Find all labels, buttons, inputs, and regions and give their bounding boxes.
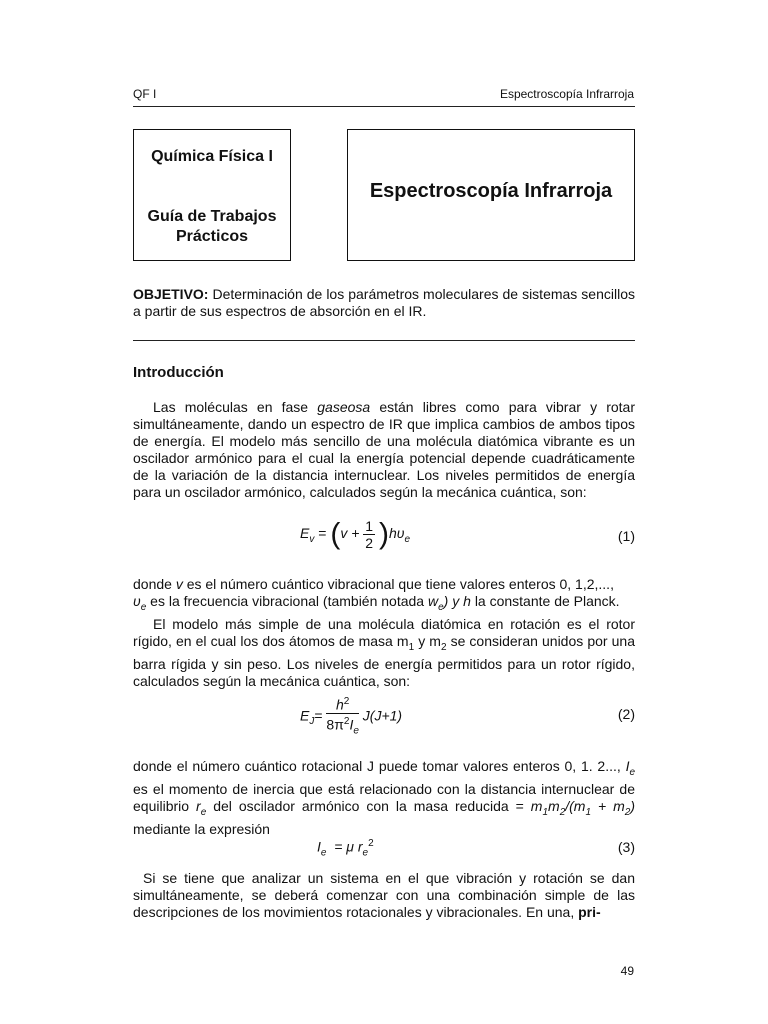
intro-paragraph-2: donde v es el número cuántico vibracional que tiene valores enteros 0, 1,2,..., $\upsilon_e$ es la frecuencia vibracional (también notada $w_e$) y h la constante de Planck. El modelo más simple de una molécula diatómica en rotación es el rotor rígido, en el cual los dos átomos de masa $m_1$ y $m_2$ se consideran unidos por una barra rígida y sin peso. Los niveles de energía permitidos para un rotor rígido, calculados según la mecánica cuántica, son:	[133, 576, 635, 689]
course-subtitle: Guía de Trabajos Prácticos	[147, 208, 277, 245]
equation-2: $E_J=$ $\frac{h^2}{8\pi^2I_e}$ J(J+1)	[300, 696, 403, 737]
header-right: Espectroscopía Infrarroja	[499, 87, 634, 101]
topic-title: Espectroscopía Infrarroja	[369, 180, 613, 202]
equation-1-number: (1)	[617, 528, 635, 544]
page-number: 49	[620, 964, 634, 978]
topic-box	[347, 129, 635, 261]
equation-3: $I_e = \mu$ $r_e^2$	[317, 838, 374, 859]
intro-paragraph-4: Si se tiene que analizar un sistema en el que vibración y rotación se dan simultáneamente, se deberá comenzar con una combinación simple de las descripciones de los movimientos rotacionales y vibracionales. En una, pri-	[133, 870, 635, 920]
intro-paragraph-1: Las moléculas en fase gaseosa están libres como para vibrar y rotar simultáneamente, dando un espectro de IR que implica cambios de ambos tipos de energía. El modelo más sencillo de una molécula diatómica vibrante es un oscilador armónico para el cual la energía potencial depende cuadráticamente de la variación de la distancia internuclear. Los niveles permitidos de energía para un oscilador armónico, calculados según la mecánica cuántica, son:	[133, 399, 636, 500]
header-left: QF I	[133, 87, 157, 101]
intro-paragraph-3: donde el número cuántico rotacional J puede tomar valores enteros 0, 1. 2..., $I_e$ es el momento de inercia que está relacionado con la distancia internuclear de equilibrio $r_e$ del oscilador armónico con la masa reducida = $m_1m_2/(m_1 + m_2)$ mediante la expresión	[133, 758, 636, 837]
objetivo-paragraph	[133, 286, 635, 320]
course-title: Química Física I	[151, 148, 273, 165]
section-title: Introducción	[133, 364, 224, 381]
course-box	[133, 129, 291, 261]
equation-1: $E_v = (v$ + $\frac{1}{2}$ )$h\upsilon_e$	[300, 517, 411, 551]
objetivo-label: OBJETIVO:	[133, 286, 209, 302]
equation-2-number: (2)	[617, 706, 635, 722]
header-rule	[133, 106, 635, 107]
objetivo-text: Determinación de los parámetros moleculares de sistemas sencillos a partir de sus espectros de absorción en el IR.	[133, 286, 635, 319]
section-rule	[133, 340, 635, 341]
equation-3-number: (3)	[617, 839, 635, 855]
